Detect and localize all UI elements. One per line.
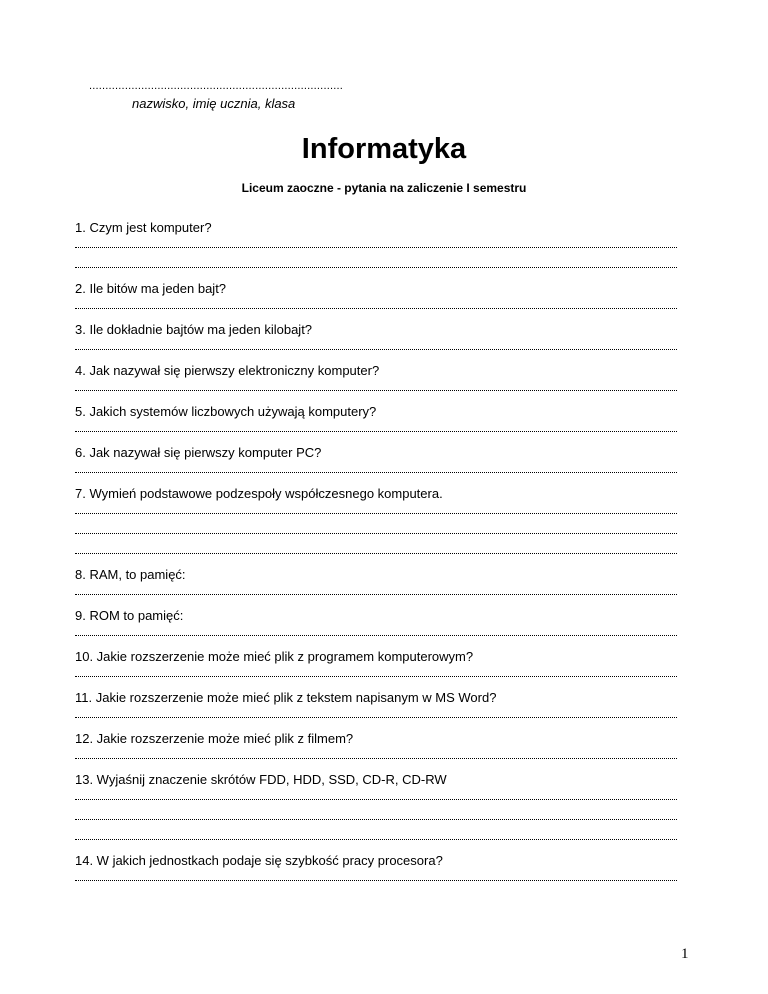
question-item <box>75 649 677 687</box>
question-text: 5. Jakich systemów liczbowych używają komputery? <box>75 404 377 419</box>
question-text: 10. Jakie rozszerzenie może mieć plik z programem komputerowym? <box>75 649 474 664</box>
answer-line[interactable] <box>75 422 677 442</box>
question-item <box>75 608 677 646</box>
student-name-line[interactable]: .............................................................................. <box>89 80 343 92</box>
question-item <box>75 220 677 278</box>
question-text: 9. ROM to pamięć: <box>75 608 184 623</box>
page-title: Informatyka <box>301 133 467 165</box>
answer-line[interactable] <box>75 810 677 830</box>
answer-line[interactable] <box>75 585 677 605</box>
question-item <box>75 281 677 319</box>
question-text: 8. RAM, to pamięć: <box>75 567 186 582</box>
question-item <box>75 690 677 728</box>
student-name-label: nazwisko, imię ucznia, klasa <box>132 96 296 111</box>
question-text: 1. Czym jest komputer? <box>75 220 212 235</box>
answer-line[interactable] <box>75 463 677 483</box>
question-text: 3. Ile dokładnie bajtów ma jeden kilobajt? <box>75 322 313 337</box>
question-text: 14. W jakich jednostkach podaje się szybkość pracy procesora? <box>75 853 443 868</box>
question-item <box>75 445 677 483</box>
question-list <box>75 220 677 894</box>
question-item <box>75 486 677 564</box>
question-text: 7. Wymień podstawowe podzespoły współczesnego komputera. <box>75 486 443 501</box>
answer-line[interactable] <box>75 790 677 810</box>
answer-line[interactable] <box>75 626 677 646</box>
answer-line[interactable] <box>75 749 677 769</box>
question-item <box>75 772 677 850</box>
question-text: 6. Jak nazywał się pierwszy komputer PC? <box>75 445 322 460</box>
question-text: 11. Jakie rozszerzenie może mieć plik z tekstem napisanym w MS Word? <box>75 690 497 705</box>
page-number: 1 <box>681 946 689 962</box>
answer-line[interactable] <box>75 238 677 258</box>
question-item <box>75 404 677 442</box>
question-item <box>75 322 677 360</box>
answer-line[interactable] <box>75 340 677 360</box>
answer-line[interactable] <box>75 524 677 544</box>
page-subtitle: Liceum zaoczne - pytania na zaliczenie I semestru <box>241 181 527 195</box>
answer-line[interactable] <box>75 299 677 319</box>
answer-line[interactable] <box>75 708 677 728</box>
question-item <box>75 567 677 605</box>
question-item <box>75 853 677 891</box>
question-text: 2. Ile bitów ma jeden bajt? <box>75 281 227 296</box>
answer-line[interactable] <box>75 544 677 564</box>
question-text: 13. Wyjaśnij znaczenie skrótów FDD, HDD, SSD, CD-R, CD-RW <box>75 772 447 787</box>
question-item <box>75 363 677 401</box>
answer-line[interactable] <box>75 381 677 401</box>
answer-line[interactable] <box>75 830 677 850</box>
question-item <box>75 731 677 769</box>
question-text: 4. Jak nazywał się pierwszy elektroniczny komputer? <box>75 363 380 378</box>
question-text: 12. Jakie rozszerzenie może mieć plik z filmem? <box>75 731 354 746</box>
answer-line[interactable] <box>75 504 677 524</box>
answer-line[interactable] <box>75 258 677 278</box>
answer-line[interactable] <box>75 871 677 891</box>
answer-line[interactable] <box>75 667 677 687</box>
